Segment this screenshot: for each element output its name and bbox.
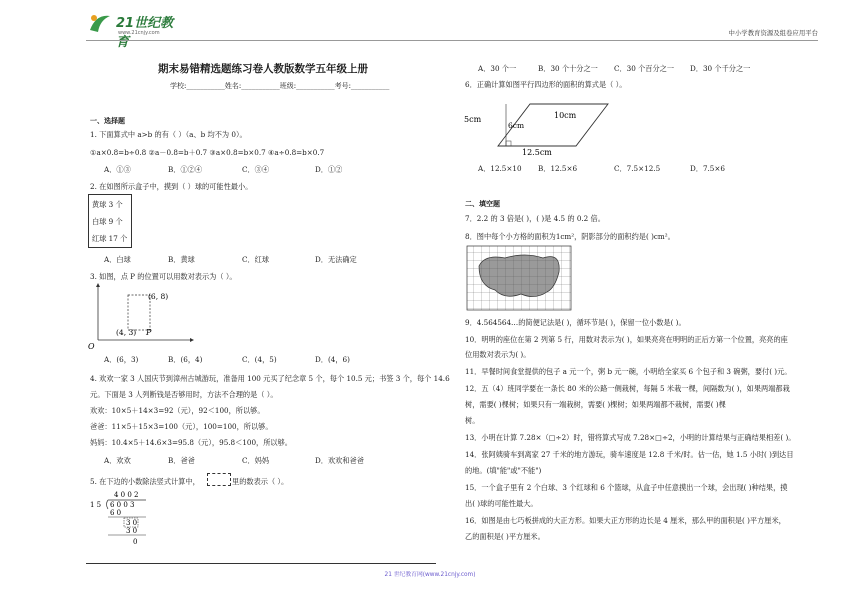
q8-text: 8．图中每个小方格的面积为1cm²，阴影部分的面积约是( )cm²。 [465, 232, 675, 241]
q15-text-cont: 出( )球的可能性最大。 [465, 499, 538, 508]
ball-red: 红球 17 个 [92, 234, 128, 243]
q4-option-d: D．欢欢和爸爸 [315, 456, 364, 465]
q6-height-label: 6cm [508, 121, 525, 130]
q2-option-c: C．红球 [242, 255, 270, 264]
q10-text: 10．明明的座位在第 2 列第 5 行，用数对表示为( )，如果亮亮在明明的正后方第一个位置，亮亮的座 [465, 335, 788, 344]
q1-items: ①a×0.8=b÷0.8 ②a－0.8=b＋0.7 ③a×0.8=b×0.7 ④a÷0.8=b×0.7 [90, 148, 325, 157]
q5-text-cont: 里的数表示（ ）。 [232, 477, 289, 486]
q13-text: 13．小明在计算 7.28×（□÷2）时，错将算式写成 7.28×□÷2，小明的计算结果与正确结果相差( )。 [465, 433, 796, 442]
q6-text: 6．正确计算如图平行四边形的面积的算式是（ ）。 [465, 80, 627, 89]
q6-option-a: A．12.5×10 [478, 164, 522, 173]
q3-option-b: B．(6，4) [168, 355, 203, 364]
q6-side-label: 5cm [464, 115, 482, 124]
q3-point-bottom: (4, 3) [116, 328, 137, 337]
q11-text: 11．早餐时间食堂提供的包子 a 元一个，粥 b 元一碗，小明给全家买 6 个包子和 3 碗粥，要付( )元。 [465, 367, 792, 376]
q1-option-a: A．①③ [104, 165, 131, 174]
q3-point-p: P [146, 328, 152, 337]
q4-line-1: 欢欢：10×5＋14×3=92（元），92＜100，所以够。 [90, 406, 265, 415]
q2-option-b: B．黄球 [168, 255, 195, 264]
q5-option-a: A．30 个一 [478, 64, 517, 73]
q5-divisor: 1 5 [90, 501, 102, 509]
logo-icon [86, 10, 114, 38]
q3-option-a: A．(6，3) [104, 355, 139, 364]
q4-line-3: 妈妈：10.4×5＋14.6×3=95.8（元），95.8＜100，所以够。 [90, 438, 292, 447]
q5-quotient: 4 0 0 2 [114, 491, 139, 499]
q5-row-3: 3 0 [126, 527, 138, 535]
ball-yellow: 黄球 3 个 [92, 200, 123, 209]
q6-option-c: C．7.5×12.5 [614, 164, 661, 173]
q5-option-d: D．30 个千分之一 [690, 64, 751, 73]
q1-option-c: C．③④ [242, 165, 270, 174]
q9-text: 9．4.564564…的简便记法是( )，循环节是( )，保留一位小数是( )。 [465, 318, 686, 327]
q8-grid-figure [465, 244, 575, 312]
q12-text-cont: 树，需要( )棵树；如果只有一端栽树，需要( )棵树；如果两端都不栽树，需要( )棵 [465, 400, 726, 409]
q7-text: 7．2.2 的 3 倍是( )，( )是 4.5 的 0.2 倍。 [465, 214, 605, 223]
q2-option-d: D．无法确定 [315, 255, 357, 264]
q5-option-b: B．30 个十分之一 [538, 64, 598, 73]
section-choice: 一、选择题 [90, 117, 125, 125]
footer-divider [86, 563, 436, 564]
q5-option-c: C．30 个百分之一 [614, 64, 675, 73]
q1-text: 1. 下面算式中 a>b 的有（ ）（a、b 均不为 0）。 [90, 130, 247, 139]
q3-point-top: (6, 8) [148, 292, 169, 301]
q4-option-a: A．欢欢 [104, 456, 131, 465]
q6-slant-label: 10cm [554, 111, 577, 120]
q6-option-b: B．12.5×6 [538, 164, 578, 173]
section-fill: 二、填空题 [465, 200, 500, 208]
q3-coordinate-figure [86, 282, 196, 352]
q16-text-cont: 乙的面积是( )平方厘米。 [465, 532, 545, 541]
q4-text: 4. 欢欢一家 3 人国庆节到漳州古城游玩，准备用 100 元买了纪念章 5 个，每个 10.5 元；书签 3 个，每个 14.6 [90, 374, 450, 383]
q4-text-cont: 元。下面是 3 人列断钱是否够用时，方法不合理的是（ ）。 [90, 390, 278, 399]
logo-url: www.21cnjy.com [118, 30, 160, 36]
q6-parallelogram [462, 94, 622, 156]
q1-option-d: D．①② [315, 165, 343, 174]
q1-option-b: B．①②④ [168, 165, 203, 174]
q3-text: 3. 如图，点 P 的位置可以用数对表示为（ ）。 [90, 272, 237, 281]
page-title: 期末易错精选题练习卷人教版数学五年级上册 [158, 63, 368, 75]
q15-text: 15．一个盒子里有 2 个白球、3 个红球和 6 个篮球，从盒子中任意摸出一个球，会出现( )种结果，摸 [465, 483, 788, 492]
q3-origin: O [88, 342, 95, 351]
ball-white: 白球 9 个 [92, 217, 123, 226]
q10-text-cont: 位用数对表示为( )。 [465, 350, 531, 359]
header-divider [86, 40, 818, 41]
q6-base-label: 12.5cm [522, 148, 552, 156]
q12-text-end: 树。 [465, 416, 480, 425]
q3-option-c: C．(4，5) [242, 355, 277, 364]
q5-row-2: 3 0 [126, 519, 138, 527]
logo-text: 21世纪教育 [116, 16, 174, 50]
q5-dashed-box [207, 473, 231, 486]
q2-option-a: A．白球 [104, 255, 131, 264]
q14-text-cont: 的地。(填"能"或"不能") [465, 466, 542, 475]
q12-text: 12．五（4）班同学要在一条长 80 米的公路一侧栽树，每隔 5 米栽一棵，间隔数为( )，如果两端都栽 [465, 384, 790, 393]
q14-text: 14．张阿姨骑车到离家 27 千米的地方游玩，骑车速度是 12.8 千米/时。估一估，她 1.5 小时( )到达目 [465, 450, 794, 459]
q5-text: 5. 在下边的小数除法竖式计算中， [90, 477, 200, 486]
footer-source: 21 世纪教育网(www.21cnjy.com) [384, 572, 476, 578]
q5-row-1: 6 0 [110, 509, 122, 517]
q3-option-d: D．(4，6) [315, 355, 350, 364]
student-info-line: 学校:___________姓名:___________班级:___________考号:___________ [170, 82, 390, 90]
platform-name: 中小学教育资源及组卷应用平台 [728, 29, 818, 37]
q5-row-4: 0 [133, 538, 138, 546]
q4-option-c: C．妈妈 [242, 456, 270, 465]
q4-line-2: 爸爸：11×5＋15×3=100（元），100=100，所以够。 [90, 422, 273, 431]
q6-option-d: D．7.5×6 [690, 164, 725, 173]
q5-dividend: 6 0 0 3 [110, 501, 135, 509]
site-logo [86, 10, 182, 50]
q2-text: 2. 在如图所示盒子中，摸到（ ）球的可能性最小。 [90, 182, 253, 191]
q16-text: 16．如图是由七巧板拼成的大正方形。如果大正方形的边长是 4 厘米，那么甲的面积是( )平方厘米， [465, 516, 786, 525]
q4-option-b: B．爸爸 [168, 456, 195, 465]
q5-long-division [86, 488, 156, 550]
